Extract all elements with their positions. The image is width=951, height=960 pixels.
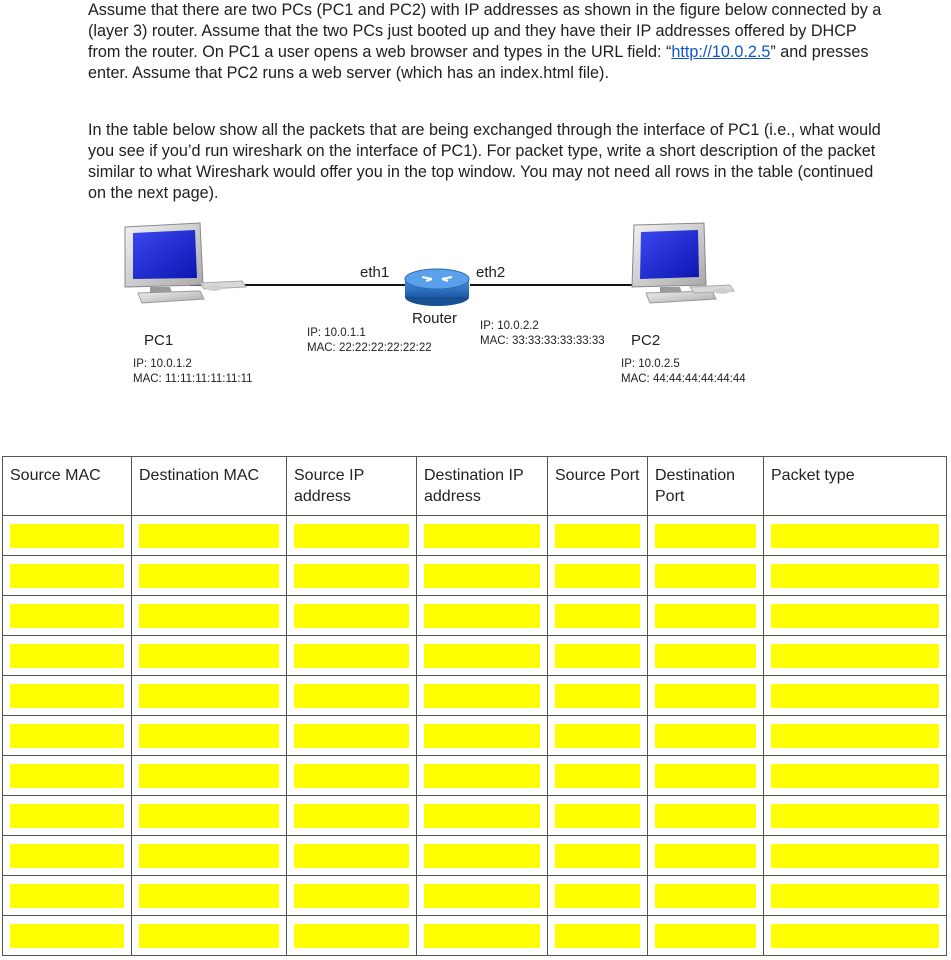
answer-highlight: [771, 804, 939, 828]
answer-highlight: [655, 604, 756, 628]
header-destination-mac: Destination MAC: [132, 457, 287, 516]
answer-highlight: [10, 724, 124, 748]
answer-highlight: [655, 764, 756, 788]
answer-cell-destination-ip[interactable]: [417, 596, 548, 636]
answer-cell-source-port[interactable]: [548, 796, 648, 836]
pc2-label: PC2: [631, 332, 661, 349]
answer-cell-destination-port[interactable]: [648, 636, 764, 676]
eth1-ip: IP: 10.0.1.1: [307, 327, 366, 339]
answer-cell-source-mac[interactable]: [3, 596, 132, 636]
answer-highlight: [771, 764, 939, 788]
answer-highlight: [424, 764, 540, 788]
eth1-label: eth1: [360, 264, 390, 281]
answer-highlight: [10, 804, 124, 828]
answer-cell-source-mac[interactable]: [3, 516, 132, 556]
table-row: [3, 796, 947, 836]
answer-highlight: [771, 844, 939, 868]
answer-highlight: [771, 644, 939, 668]
answer-cell-destination-mac[interactable]: [132, 556, 287, 596]
url-link[interactable]: http://10.0.2.5: [671, 43, 771, 61]
answer-cell-source-ip[interactable]: [287, 516, 417, 556]
answer-cell-destination-ip[interactable]: [417, 796, 548, 836]
pc1-ip: IP: 10.0.1.2: [133, 358, 192, 370]
header-source-port: Source Port: [548, 457, 648, 516]
answer-highlight: [555, 564, 640, 588]
answer-highlight: [424, 844, 540, 868]
answer-cell-destination-ip[interactable]: [417, 916, 548, 956]
answer-highlight: [10, 764, 124, 788]
answer-cell-source-mac[interactable]: [3, 876, 132, 916]
answer-cell-destination-ip[interactable]: [417, 876, 548, 916]
network-diagram: [0, 215, 951, 405]
answer-highlight: [139, 764, 279, 788]
answer-highlight: [139, 844, 279, 868]
answer-highlight: [424, 804, 540, 828]
answer-cell-source-ip[interactable]: [287, 556, 417, 596]
answer-highlight: [655, 644, 756, 668]
answer-highlight: [655, 524, 756, 548]
answer-highlight: [424, 924, 540, 948]
instructions-paragraph-2: In the table below show all the packets that are being exchanged through the interface of PC1 (i.e., what would you see if you’d run wireshark on the interface of PC1). For packet type, write a short description of the packet similar to what Wireshark would offer you in the top window. You may not need all rows in the table (continued on the next page).: [88, 121, 881, 202]
answer-cell-destination-port[interactable]: [648, 836, 764, 876]
answer-cell-source-ip[interactable]: [287, 756, 417, 796]
answer-highlight: [555, 604, 640, 628]
answer-highlight: [771, 924, 939, 948]
answer-cell-destination-mac[interactable]: [132, 676, 287, 716]
answer-highlight: [10, 524, 124, 548]
answer-highlight: [771, 724, 939, 748]
answer-highlight: [424, 524, 540, 548]
answer-cell-source-ip[interactable]: [287, 916, 417, 956]
answer-highlight: [294, 844, 409, 868]
answer-highlight: [655, 724, 756, 748]
answer-cell-packet-type[interactable]: [764, 836, 947, 876]
answer-cell-packet-type[interactable]: [764, 676, 947, 716]
answer-highlight: [555, 764, 640, 788]
answer-highlight: [10, 884, 124, 908]
answer-highlight: [555, 684, 640, 708]
answer-highlight: [294, 524, 409, 548]
table-row: [3, 676, 947, 716]
pc1-mac: MAC: 11:11:11:11:11:11: [133, 373, 253, 385]
answer-highlight: [139, 524, 279, 548]
table-row: [3, 836, 947, 876]
answer-cell-source-port[interactable]: [548, 836, 648, 876]
answer-cell-destination-port[interactable]: [648, 596, 764, 636]
answer-cell-source-port[interactable]: [548, 916, 648, 956]
answer-cell-source-mac[interactable]: [3, 556, 132, 596]
answer-highlight: [139, 724, 279, 748]
answer-cell-packet-type[interactable]: [764, 796, 947, 836]
answer-cell-source-port[interactable]: [548, 756, 648, 796]
table-row: [3, 876, 947, 916]
table-row: [3, 636, 947, 676]
answer-highlight: [294, 684, 409, 708]
answer-highlight: [139, 564, 279, 588]
answer-cell-destination-ip[interactable]: [417, 716, 548, 756]
header-destination-port: Destination Port: [648, 457, 764, 516]
answer-highlight: [655, 804, 756, 828]
table-header-row: [3, 457, 947, 516]
header-destination-ip: Destination IP address: [417, 457, 548, 516]
answer-cell-source-port[interactable]: [548, 556, 648, 596]
eth1-mac: MAC: 22:22:22:22:22:22: [307, 342, 432, 354]
answer-highlight: [10, 604, 124, 628]
answer-cell-source-mac[interactable]: [3, 796, 132, 836]
table-row: [3, 516, 947, 556]
pc1-label: PC1: [144, 332, 174, 349]
answer-cell-source-ip[interactable]: [287, 636, 417, 676]
table-row: [3, 756, 947, 796]
answer-highlight: [294, 884, 409, 908]
answer-highlight: [655, 924, 756, 948]
answer-cell-source-ip[interactable]: [287, 716, 417, 756]
answer-cell-packet-type[interactable]: [764, 516, 947, 556]
answer-cell-destination-ip[interactable]: [417, 636, 548, 676]
answer-cell-destination-mac[interactable]: [132, 876, 287, 916]
answer-cell-destination-ip[interactable]: [417, 516, 548, 556]
answer-highlight: [555, 844, 640, 868]
answer-highlight: [771, 604, 939, 628]
answer-highlight: [10, 564, 124, 588]
answer-cell-destination-ip[interactable]: [417, 756, 548, 796]
answer-cell-destination-ip[interactable]: [417, 676, 548, 716]
answer-cell-source-port[interactable]: [548, 516, 648, 556]
answer-highlight: [139, 804, 279, 828]
answer-highlight: [555, 884, 640, 908]
pc2-mac: MAC: 44:44:44:44:44:44: [621, 373, 746, 385]
pc1-computer-icon: [125, 223, 246, 303]
answer-highlight: [655, 684, 756, 708]
table-row: [3, 716, 947, 756]
answer-cell-destination-port[interactable]: [648, 716, 764, 756]
answer-cell-packet-type[interactable]: [764, 556, 947, 596]
answer-highlight: [294, 924, 409, 948]
answer-highlight: [771, 684, 939, 708]
packet-table-body: [3, 516, 947, 956]
answer-highlight: [771, 884, 939, 908]
answer-highlight: [10, 644, 124, 668]
instructions-text: Assume that there are two PCs (PC1 and PC2) with IP addresses as shown in the figure below connected by a (layer 3) router. Assume that the two PCs just booted up and they have their IP addresses offered by DHCP from the router. On PC1 a user opens a web browser and types in the URL field: “: [88, 1, 882, 61]
instructions-text-cont: ” and presses enter. Assume that PC2 runs a web server (which has an index.html file).: [88, 43, 869, 82]
answer-highlight: [555, 804, 640, 828]
eth2-label: eth2: [476, 264, 506, 281]
answer-cell-source-mac[interactable]: [3, 836, 132, 876]
answer-highlight: [294, 724, 409, 748]
answer-highlight: [555, 924, 640, 948]
eth2-mac: MAC: 33:33:33:33:33:33: [480, 335, 605, 347]
answer-cell-destination-ip[interactable]: [417, 836, 548, 876]
router-label: Router: [412, 310, 458, 327]
answer-cell-packet-type[interactable]: [764, 756, 947, 796]
answer-cell-packet-type[interactable]: [764, 876, 947, 916]
answer-highlight: [294, 604, 409, 628]
answer-highlight: [555, 644, 640, 668]
answer-cell-source-mac[interactable]: [3, 676, 132, 716]
answer-cell-source-port[interactable]: [548, 596, 648, 636]
answer-highlight: [655, 564, 756, 588]
answer-highlight: [139, 924, 279, 948]
answer-highlight: [139, 604, 279, 628]
answer-cell-source-ip[interactable]: [287, 676, 417, 716]
answer-highlight: [294, 564, 409, 588]
answer-highlight: [10, 924, 124, 948]
answer-cell-source-mac[interactable]: [3, 716, 132, 756]
answer-cell-destination-mac[interactable]: [132, 796, 287, 836]
answer-cell-destination-port[interactable]: [648, 916, 764, 956]
answer-highlight: [139, 644, 279, 668]
pc2-computer-icon: [632, 223, 734, 303]
answer-highlight: [294, 764, 409, 788]
header-source-mac: Source MAC: [3, 457, 132, 516]
answer-cell-source-ip[interactable]: [287, 876, 417, 916]
answer-cell-destination-mac[interactable]: [132, 916, 287, 956]
answer-highlight: [771, 524, 939, 548]
eth2-ip: IP: 10.0.2.2: [480, 320, 539, 332]
answer-cell-source-port[interactable]: [548, 636, 648, 676]
answer-cell-source-port[interactable]: [548, 716, 648, 756]
answer-highlight: [10, 844, 124, 868]
answer-cell-destination-mac[interactable]: [132, 596, 287, 636]
answer-cell-destination-port[interactable]: [648, 756, 764, 796]
answer-highlight: [424, 604, 540, 628]
answer-highlight: [555, 524, 640, 548]
answer-highlight: [555, 724, 640, 748]
answer-cell-destination-mac[interactable]: [132, 836, 287, 876]
header-packet-type: Packet type: [764, 457, 947, 516]
answer-highlight: [294, 804, 409, 828]
answer-cell-source-ip[interactable]: [287, 836, 417, 876]
table-row: [3, 596, 947, 636]
answer-highlight: [294, 644, 409, 668]
answer-cell-packet-type[interactable]: [764, 596, 947, 636]
answer-cell-destination-port[interactable]: [648, 556, 764, 596]
answer-highlight: [424, 884, 540, 908]
answer-cell-destination-port[interactable]: [648, 796, 764, 836]
answer-highlight: [424, 724, 540, 748]
answer-cell-destination-ip[interactable]: [417, 556, 548, 596]
answer-highlight: [771, 564, 939, 588]
answer-highlight: [655, 884, 756, 908]
answer-highlight: [424, 684, 540, 708]
answer-highlight: [655, 844, 756, 868]
answer-cell-source-mac[interactable]: [3, 756, 132, 796]
answer-cell-packet-type[interactable]: [764, 916, 947, 956]
answer-highlight: [10, 684, 124, 708]
answer-highlight: [424, 644, 540, 668]
answer-cell-destination-port[interactable]: [648, 676, 764, 716]
table-row: [3, 556, 947, 596]
packet-table: [2, 456, 947, 956]
answer-cell-source-port[interactable]: [548, 676, 648, 716]
answer-cell-destination-mac[interactable]: [132, 636, 287, 676]
answer-cell-destination-port[interactable]: [648, 516, 764, 556]
answer-cell-source-ip[interactable]: [287, 596, 417, 636]
pc2-ip: IP: 10.0.2.5: [621, 358, 680, 370]
answer-cell-destination-mac[interactable]: [132, 716, 287, 756]
instructions-paragraph-1: [88, 0, 888, 84]
answer-cell-destination-port[interactable]: [648, 876, 764, 916]
answer-cell-source-port[interactable]: [548, 876, 648, 916]
answer-cell-packet-type[interactable]: [764, 716, 947, 756]
router-icon: [405, 269, 469, 306]
answer-highlight: [139, 684, 279, 708]
header-source-ip: Source IP address: [287, 457, 417, 516]
answer-cell-destination-mac[interactable]: [132, 756, 287, 796]
answer-highlight: [139, 884, 279, 908]
answer-highlight: [424, 564, 540, 588]
answer-cell-destination-mac[interactable]: [132, 516, 287, 556]
answer-cell-source-mac[interactable]: [3, 916, 132, 956]
table-row: [3, 916, 947, 956]
answer-cell-packet-type[interactable]: [764, 636, 947, 676]
answer-cell-source-ip[interactable]: [287, 796, 417, 836]
answer-cell-source-mac[interactable]: [3, 636, 132, 676]
